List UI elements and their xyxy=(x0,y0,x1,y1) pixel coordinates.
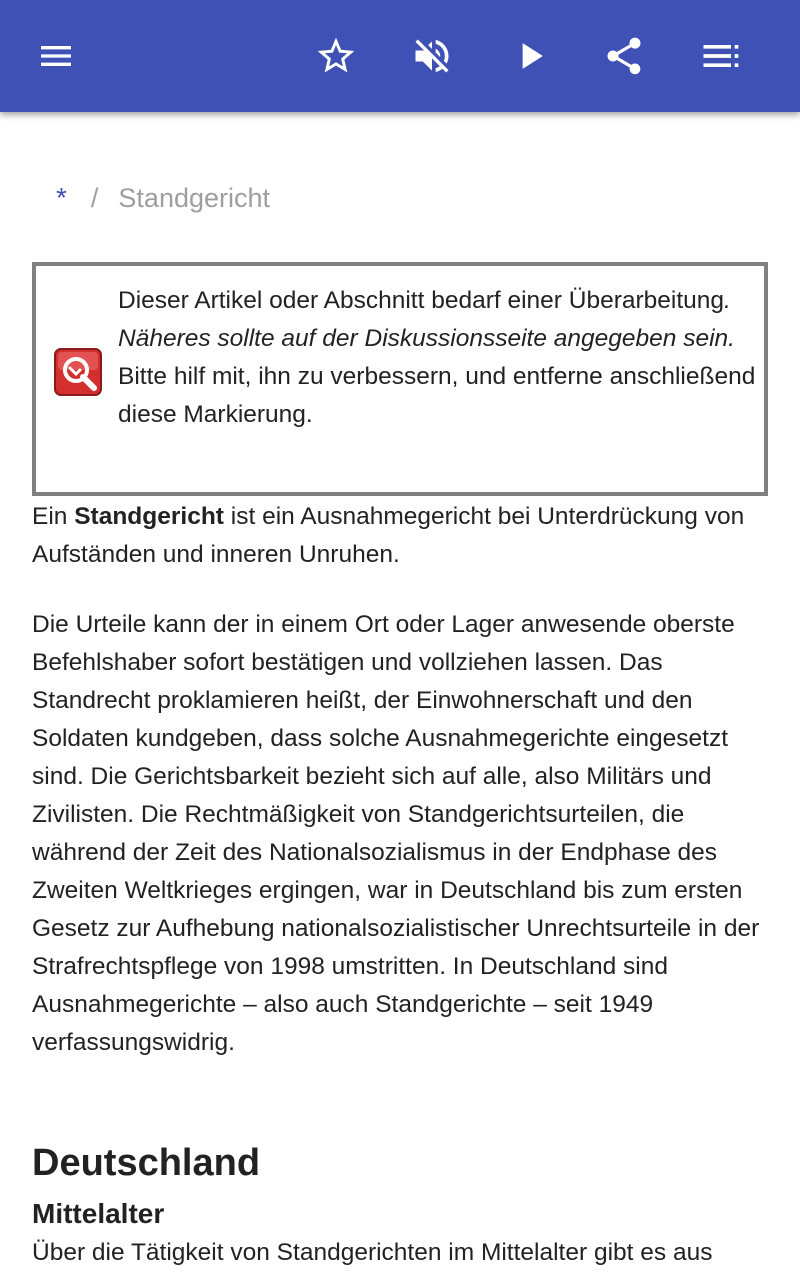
notice-text-italic: . Näheres sollte auf der Diskussionsseite angegeben sein. xyxy=(118,287,735,352)
wrench-magnifier-icon xyxy=(54,348,102,396)
breadcrumb xyxy=(56,180,270,216)
notice-text-part-2: Bitte hilf mit, ihn zu verbessern, und entferne anschließend diese Markierung. xyxy=(118,363,756,428)
mute-button[interactable] xyxy=(404,28,460,84)
share-icon xyxy=(602,34,646,78)
play-icon xyxy=(508,34,552,78)
intro-text-before: Ein xyxy=(32,503,75,530)
app-toolbar xyxy=(0,0,800,112)
volume-off-icon xyxy=(410,34,454,78)
hamburger-menu-icon xyxy=(36,36,76,76)
menu-button[interactable] xyxy=(28,28,84,84)
article-content xyxy=(0,112,800,1280)
play-button[interactable] xyxy=(502,28,558,84)
section-heading-deutschland: Deutschland xyxy=(32,1142,261,1184)
notice-text xyxy=(118,282,758,434)
article-intro-paragraph xyxy=(32,498,772,574)
bookmark-button[interactable] xyxy=(308,28,364,84)
breadcrumb-current: Standgericht xyxy=(118,183,271,213)
article-paragraph-mittelalter: Über die Tätigkeit von Standgerichten im Mittelalter gibt es aus xyxy=(32,1239,713,1266)
notice-text-part: Dieser Artikel oder Abschnitt bedarf einer Überarbeitung xyxy=(118,287,725,314)
subsection-heading-mittelalter: Mittelalter xyxy=(32,1198,165,1229)
playlist-icon xyxy=(698,34,742,78)
maintenance-notice-box xyxy=(32,262,768,496)
article-paragraph: Die Urteile kann der in einem Ort oder Lager anwesende oberste Befehlshaber sofort bestätigen und vollziehen lassen. Das Standrecht proklamieren heißt, der Einwohnerschaft und den Soldaten kundgeben, dass solche Ausnahmegerichte eingesetzt sind. Die Gerichtsbarkeit bezieht sich auf alle, also Militärs und Zivilisten. Die Rechtmäßigkeit von Standgerichtsurteilen, die während der Zeit des Nationalsozialismus in der Endphase des Zweiten Weltkrieges ergingen, war in Deutschland bis zum ersten Gesetz zur Aufhebung nationalsozialistischer Unrechtsurteile in der Strafrechtspflege von 1998 umstritten. In Deutschland sind Ausnahmegerichte – also auch Standgerichte – seit 1949 verfassungswidrig. xyxy=(32,611,760,1056)
star-outline-icon xyxy=(314,34,358,78)
breadcrumb-home-link[interactable]: * xyxy=(56,182,67,213)
breadcrumb-separator: / xyxy=(90,183,99,213)
contents-button[interactable] xyxy=(692,28,748,84)
share-button[interactable] xyxy=(596,28,652,84)
intro-text-after: ist ein Ausnahmegericht bei Unterdrückung von Aufständen und inneren Unruhen. xyxy=(32,503,745,568)
intro-term-bold: Standgericht xyxy=(74,503,224,530)
